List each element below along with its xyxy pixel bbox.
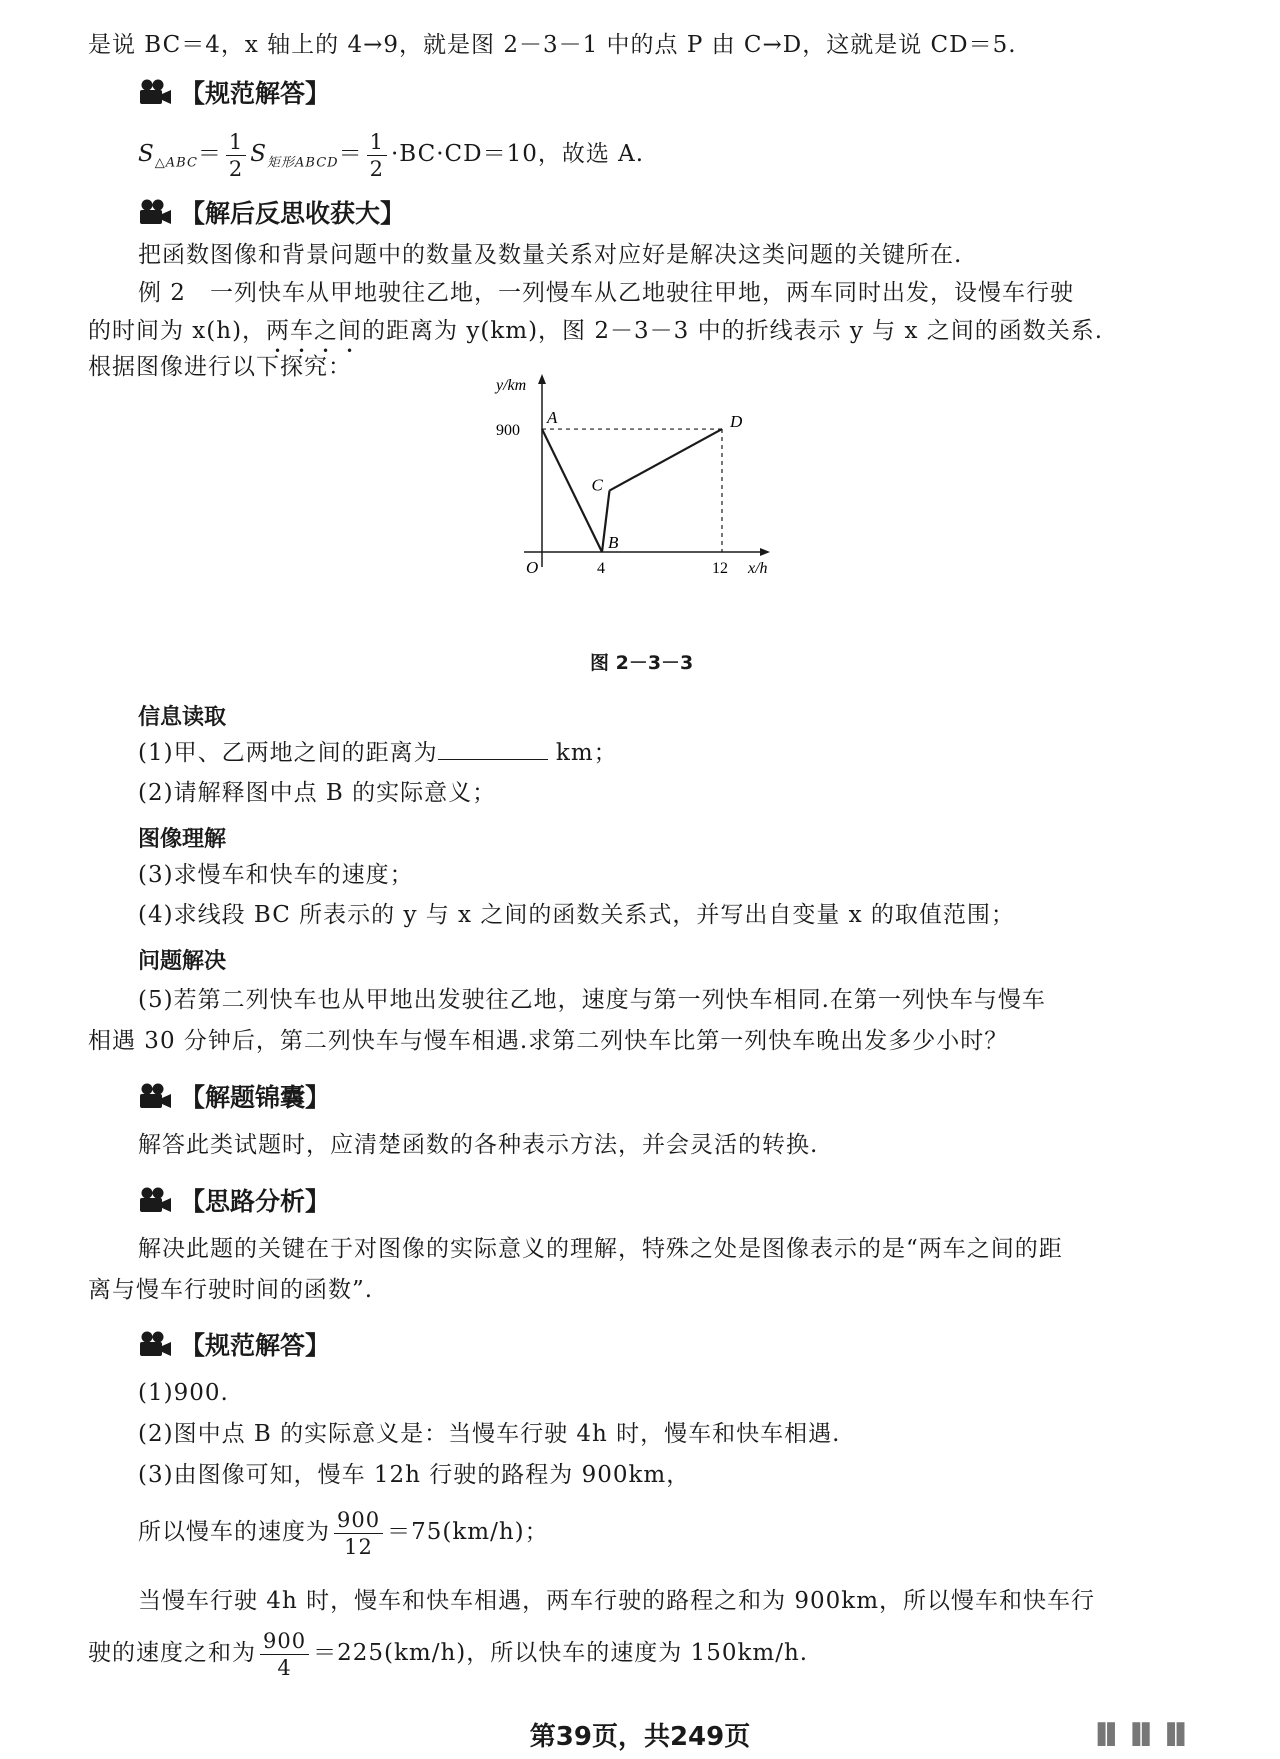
figure-caption: 图 2－3－3: [590, 652, 694, 674]
example-line: 根据图像进行以下探究：: [88, 354, 352, 380]
function-graph: [480, 372, 780, 602]
math-subscript: 矩形ABCD: [267, 155, 339, 171]
fraction: [226, 129, 246, 182]
subsection-title: 图像理解: [138, 827, 227, 852]
answer-line: (2)图中点 B 的实际意义是：当慢车行驶 4h 时，慢车和快车相遇.: [138, 1421, 841, 1447]
section-heading: [138, 74, 330, 110]
example-line: 例 2 一列快车从甲地驶往乙地，一列慢车从乙地驶往甲地，两车同时出发，设慢车行驶: [138, 280, 1074, 306]
film-camera-icon: [138, 1186, 172, 1214]
answer-text: ＝75(km/h)；: [387, 1519, 549, 1545]
math-subscript: △ABC: [154, 155, 198, 171]
graph-segment: [610, 429, 723, 490]
y-axis-arrow: [538, 374, 546, 384]
point-label: C: [591, 475, 603, 495]
math-text: ·BC·CD＝10，故选 A.: [390, 141, 645, 167]
heading-label: 【解题锦囊】: [180, 1083, 331, 1112]
fraction-denominator: 4: [277, 1655, 292, 1680]
subsection-title: 问题解决: [138, 949, 227, 974]
text-line: 离与慢车行驶时间的函数”.: [88, 1277, 374, 1303]
heading-label: 【思路分析】: [180, 1187, 331, 1216]
question-line: (2)请解释图中点 B 的实际意义；: [138, 780, 497, 806]
text-line: 把函数图像和背景问题中的数量及数量关系对应好是解决这类问题的关键所在.: [138, 242, 963, 268]
heading-label: 【规范解答】: [180, 1331, 331, 1360]
answer-text: 所以慢车的速度为: [138, 1519, 330, 1545]
point-label: B: [608, 533, 619, 552]
answer-blank: [438, 739, 548, 760]
math-symbol: S: [138, 141, 155, 167]
section-heading: [138, 194, 405, 230]
answer-text: ＝225(km/h)，所以快车的速度为 150km/h.: [313, 1640, 809, 1666]
answer-line: [138, 1505, 549, 1560]
question-text: (1)甲、乙两地之间的距离为: [138, 740, 438, 766]
section-heading: [138, 1326, 330, 1362]
answer-line: (3)由图像可知，慢车 12h 行驶的路程为 900km，: [138, 1462, 691, 1488]
fraction: [367, 129, 387, 182]
question-line: (3)求慢车和快车的速度；: [138, 862, 414, 888]
text-run: 的距离为 y(km)，图 2－3－3 中的折线表示 y 与 x 之间的函数关系.: [362, 318, 1104, 344]
answer-line: 当慢车行驶 4h 时，慢车和快车相遇，两车行驶的路程之和为 900km，所以慢车和快车行: [138, 1588, 1096, 1614]
section-heading: [138, 1182, 330, 1218]
fraction-denominator: 12: [344, 1534, 373, 1559]
answer-text: 驶的速度之和为: [88, 1640, 256, 1666]
x-tick-label: 4: [597, 560, 605, 577]
origin-label: O: [526, 558, 539, 577]
section-heading: [138, 1078, 330, 1114]
fraction-numerator: 1: [367, 129, 387, 156]
question-text: km；: [555, 740, 618, 766]
film-camera-icon: [138, 198, 172, 226]
fraction-numerator: 1: [226, 129, 246, 156]
question-line: [138, 738, 618, 768]
x-axis-arrow: [760, 548, 770, 556]
heading-label: 【规范解答】: [180, 79, 331, 108]
point-label: D: [730, 412, 743, 432]
y-axis-label: y/km: [496, 377, 527, 394]
question-line: (4)求线段 BC 所表示的 y 与 x 之间的函数关系式，并写出自变量 x 的取值范围；: [138, 902, 1015, 928]
fraction-denominator: 2: [369, 156, 384, 181]
fraction-denominator: 2: [228, 156, 244, 181]
point-label: A: [547, 408, 558, 428]
film-camera-icon: [138, 78, 172, 106]
x-tick-label: 12: [712, 560, 728, 577]
text-line: 解决此题的关键在于对图像的实际意义的理解，特殊之处是图像表示的是“两车之间的距: [138, 1236, 1063, 1262]
fraction: [260, 1628, 309, 1681]
subsection-title: 信息读取: [138, 705, 227, 730]
math-operator: ＝: [197, 141, 222, 167]
fraction-numerator: 900: [260, 1628, 309, 1655]
page-footer: 第39页，共249页: [529, 1722, 751, 1752]
question-line: (5)若第二列快车也从甲地出发驶往乙地，速度与第一列快车相同.在第一列快车与慢车: [138, 987, 1046, 1013]
math-symbol: S: [250, 141, 268, 167]
formula-line: [138, 128, 644, 190]
answer-line: (1)900.: [138, 1380, 229, 1406]
x-axis-label: x/h: [748, 560, 768, 577]
math-operator: ＝: [338, 141, 363, 167]
text-line: 解答此类试题时，应清楚函数的各种表示方法，并会灵活的转换.: [138, 1132, 819, 1158]
answer-line: [88, 1626, 808, 1681]
film-camera-icon: [138, 1330, 172, 1358]
y-tick-label: 900: [496, 422, 520, 440]
question-line: 相遇 30 分钟后，第二列快车与慢车相遇.求第二列快车比第一列快车晚出发多少小时？: [88, 1028, 1009, 1054]
watermark-marks: ▐▌▐▌▐▌: [1090, 1722, 1195, 1746]
text-line: 是说 BC＝4，x 轴上的 4→9，就是图 2－3－1 中的点 P 由 C→D，这就是说 CD＝5.: [88, 32, 1017, 58]
fraction-numerator: 900: [334, 1507, 383, 1534]
heading-label: 【解后反思收获大】: [180, 199, 406, 228]
text-run: 的时间为 x(h)，: [88, 318, 267, 344]
emphasized-text: 两车之间: [266, 318, 363, 344]
fraction: [334, 1507, 383, 1560]
film-camera-icon: [138, 1082, 172, 1110]
